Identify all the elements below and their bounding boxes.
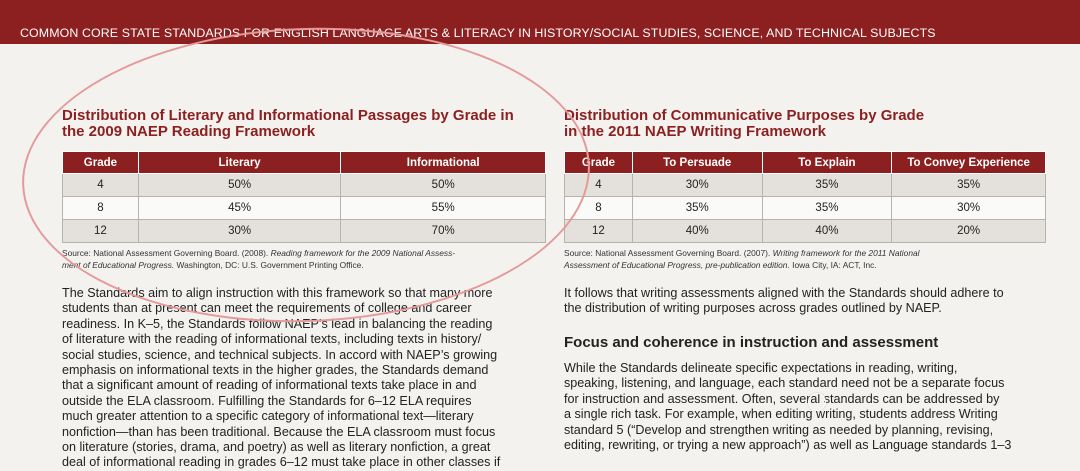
col-header-grade: Grade [63,152,139,174]
source-text: Washington, DC: U.S. Government Printing Office. [174,260,364,270]
right-body-paragraph-1 [564,286,1064,317]
text-line: nonfiction—than has been traditional. Because the ELA classroom must focus [62,424,496,439]
source-line [564,247,1054,259]
left-table-title [62,108,514,140]
table-cell: 35% [762,197,892,220]
text-line: emphasis on informational texts in the higher grades, the Standards demand [62,363,489,378]
source-text: Iowa City, IA: ACT, Inc. [789,260,877,270]
text-line: that a significant amount of reading of informational texts take place in and [62,378,477,393]
table-header-row [565,152,1046,174]
col-header-literary: Literary [138,152,341,174]
text-line: deal of informational reading in grades 6–12 must take place in other classes if [62,455,501,470]
table-cell: 55% [341,197,546,220]
source-text: Source: National Assessment Governing Board. (2008). [62,248,271,258]
source-title: Reading framework for the 2009 National Assess- [270,248,456,258]
table-cell: 50% [138,174,341,197]
left-title-line-1: Distribution of Literary and Informational Passages by Grade in [62,107,514,124]
writing-distribution-table [564,151,1046,243]
table-cell: 30% [138,220,341,243]
source-title: Assessment of Educational Progress, pre-publication edition. [564,260,790,270]
table-cell: 35% [892,174,1046,197]
document-header-title: COMMON CORE STATE STANDARDS FOR ENGLISH LANGUAGE ARTS & LITERACY IN HISTORY/SOCIAL STUDIES, SCIENCE, AND TECHNICAL SUBJECTS [20,26,936,40]
text-line: the distribution of writing purposes across grades outlined by NAEP. [564,301,942,316]
table-row [63,220,546,243]
table-cell: 50% [341,174,546,197]
table-row [63,174,546,197]
table-cell: 12 [565,220,633,243]
table-cell: 35% [632,197,762,220]
text-line: editing, rewriting, or trying a new approach”) as well as Language standards 1–3 [564,438,1012,453]
text-line: readiness. In K–5, the Standards follow NAEP’s lead in balancing the reading [62,316,493,331]
text-line: for instruction and assessment. Often, several standards can be addressed by [564,391,1000,406]
left-table-source [62,247,552,271]
left-title-line-2: the 2009 NAEP Reading Framework [62,123,316,140]
wechat-icon [808,393,826,411]
right-title-line-1: Distribution of Communicative Purposes by Grade [564,107,925,124]
text-line: on literature (stories, drama, and poetry) as well as literary nonfiction, a great [62,440,491,455]
source-line [62,247,552,259]
source-line [564,259,1054,271]
table-cell: 8 [63,197,139,220]
source-title: ment of Educational Progress. [62,260,175,270]
text-line: of literature with the reading of informational texts, including texts in history/ [62,332,482,347]
left-body-paragraph [62,286,552,471]
col-header-to-explain: To Explain [762,152,892,174]
table-cell: 40% [632,220,762,243]
text-line: speaking, listening, and language, each standard need not be a separate focus [564,376,1005,391]
table-cell: 30% [632,174,762,197]
table-cell: 8 [565,197,633,220]
col-header-to-convey-experience: To Convey Experience [892,152,1046,174]
source-text: Source: National Assessment Governing Board. (2007). [564,248,773,258]
col-header-informational: Informational [341,152,546,174]
header-banner [0,0,1080,44]
section-heading: Focus and coherence in instruction and assessment [564,334,939,351]
table-cell: 45% [138,197,341,220]
source-title: Writing framework for the 2011 National [772,248,920,258]
table-row [565,220,1046,243]
table-row [63,197,546,220]
table-cell: 12 [63,220,139,243]
text-line: While the Standards delineate specific expectations in reading, writing, [564,361,958,375]
table-cell: 35% [762,174,892,197]
text-line: standard 5 (“Develop and strengthen writing as needed by planning, revising, [564,422,994,437]
text-line: much greater attention to a specific category of informational text—literary [62,409,474,424]
text-line: It follows that writing assessments aligned with the Standards should adhere to [564,286,1004,300]
text-line: a single rich task. For example, when editing writing, students address Writing [564,407,998,422]
right-table-source [564,247,1054,271]
table-cell: 20% [892,220,1046,243]
col-header-grade: Grade [565,152,633,174]
right-table-title [564,108,924,140]
table-cell: 40% [762,220,892,243]
watermark [808,393,826,411]
table-row [565,174,1046,197]
text-line: social studies, science, and technical subjects. In accord with NAEP’s growing [62,347,498,362]
reading-distribution-table [62,151,546,243]
table-cell: 4 [565,174,633,197]
text-line: students than at present can meet the requirements of college and career [62,301,472,316]
text-line: The Standards aim to align instruction with this framework so that many more [62,286,493,300]
table-header-row [63,152,546,174]
table-cell: 4 [63,174,139,197]
table-cell: 70% [341,220,546,243]
table-row [565,197,1046,220]
table-cell: 30% [892,197,1046,220]
right-title-line-2: in the 2011 NAEP Writing Framework [564,123,827,140]
source-line [62,259,552,271]
text-line: outside the ELA classroom. Fulfilling the Standards for 6–12 ELA requires [62,393,472,408]
col-header-to-persuade: To Persuade [632,152,762,174]
